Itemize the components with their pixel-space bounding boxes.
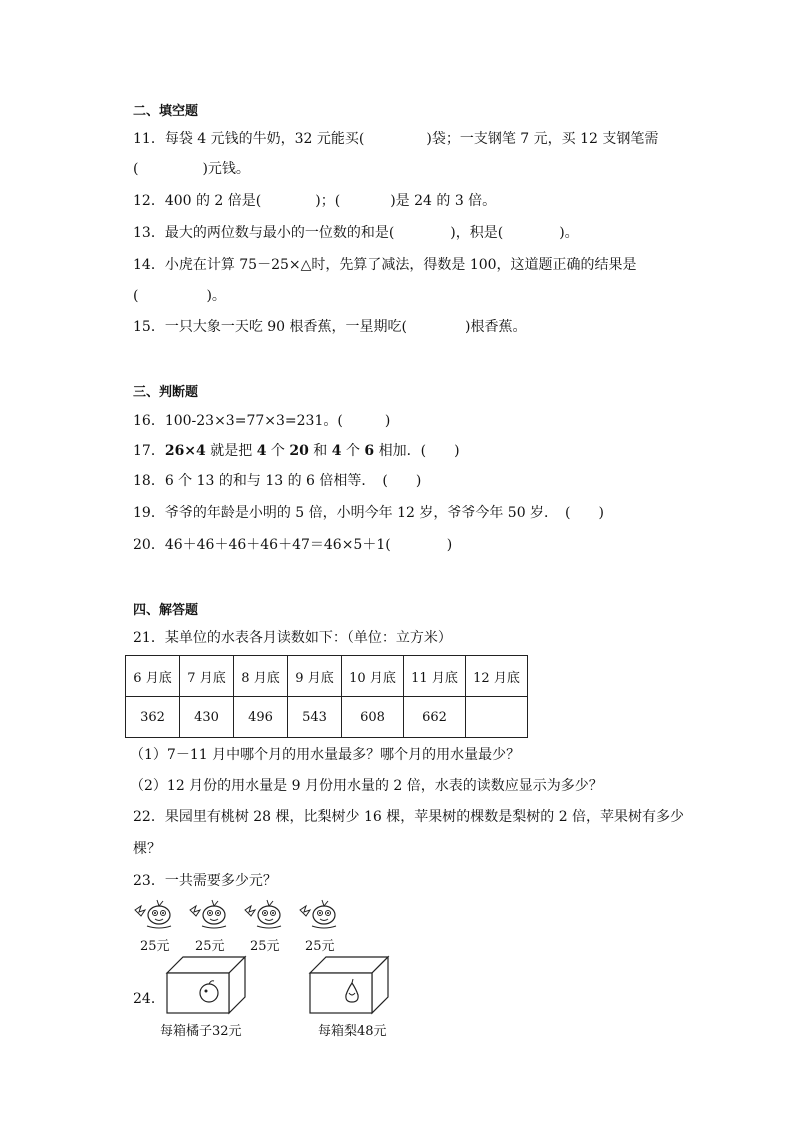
question-21-part2: （2）12 月份的用水量是 9 月份用水量的 2 倍，水表的读数应显示为多少？: [130, 778, 603, 794]
question-22-line2: 棵？: [133, 841, 161, 857]
question-15: 15．一只大象一天吃 90 根香蕉，一星期吃( )根香蕉。: [133, 319, 527, 335]
orange-box-icon: [165, 955, 247, 1015]
question-23: 23．一共需要多少元？: [133, 873, 277, 889]
question-11-line2: ( )元钱。: [133, 161, 250, 177]
toy-figure-icon: [135, 900, 171, 928]
table-value-cell: 543: [288, 697, 342, 738]
table-value-cell: 496: [234, 697, 288, 738]
question-24-number: 24．: [133, 991, 165, 1007]
table-header-row: [126, 656, 528, 697]
toy-price-label: 25元: [195, 939, 225, 954]
toy-figures-icon: [133, 898, 343, 930]
table-value-cell: 362: [126, 697, 180, 738]
toy-figure-icon: [245, 900, 281, 928]
question-22-line1: 22．果园里有桃树 28 棵，比梨树少 16 棵，苹果树的棵数是梨树的 2 倍，苹果树有多少: [133, 809, 685, 825]
pear-box-label: 每箱梨48元: [318, 1024, 387, 1039]
toy-price-label: 25元: [140, 939, 170, 954]
question-18: 18．6 个 13 的和与 13 的 6 倍相等． ( ): [133, 473, 422, 489]
section-title-fill-blank: 二、填空题: [133, 104, 199, 119]
section-title-word-problems: 四、解答题: [133, 603, 199, 618]
question-16: 16．100-23×3=77×3=231。( ): [133, 413, 391, 429]
section-title-true-false: 三、判断题: [133, 385, 199, 400]
table-value-cell: 608: [342, 697, 404, 738]
question-13: 13．最大的两位数与最小的一位数的和是( )，积是( )。: [133, 225, 579, 241]
pear-box-icon: [308, 955, 390, 1015]
question-21: 21．某单位的水表各月读数如下：（单位：立方米）: [133, 630, 452, 646]
question-12: 12．400 的 2 倍是( )；( )是 24 的 3 倍。: [133, 193, 497, 209]
table-value-cell: 430: [180, 697, 234, 738]
table-value-cell: 662: [404, 697, 466, 738]
table-header-cell: 6 月底: [126, 656, 180, 697]
question-19: 19．爷爷的年龄是小明的 5 倍，小明今年 12 岁，爷爷今年 50 岁． ( ): [133, 505, 604, 521]
toy-figure-icon: [190, 900, 226, 928]
question-11-line1: 11．每袋 4 元钱的牛奶，32 元能买( )袋；一支钢笔 7 元，买 12 支钢笔需: [133, 131, 659, 147]
table-header-cell: 9 月底: [288, 656, 342, 697]
toy-figure-icon: [300, 900, 336, 928]
question-14-line1: 14．小虎在计算 75－25×△时，先算了减法，得数是 100，这道题正确的结果是: [133, 257, 637, 273]
table-header-cell: 11 月底: [404, 656, 466, 697]
orange-box-label: 每箱橘子32元: [160, 1024, 242, 1039]
question-21-part1: （1）7－11 月中哪个月的用水量最多？哪个月的用水量最少？: [130, 747, 521, 763]
toy-price-label: 25元: [305, 939, 335, 954]
table-value-row: [126, 697, 528, 738]
water-meter-table: [125, 655, 528, 738]
question-20: 20．46＋46＋46＋46＋47＝46×5＋1( ): [133, 537, 453, 553]
table-value-cell-empty[interactable]: [466, 697, 528, 738]
table-header-cell: 12 月底: [466, 656, 528, 697]
question-17: 17．26×4 就是把 4 个 20 和 4 个 6 相加．( ): [133, 443, 460, 459]
table-header-cell: 10 月底: [342, 656, 404, 697]
question-14-line2: ( )。: [133, 288, 226, 304]
toy-price-label: 25元: [250, 939, 280, 954]
table-header-cell: 7 月底: [180, 656, 234, 697]
table-header-cell: 8 月底: [234, 656, 288, 697]
